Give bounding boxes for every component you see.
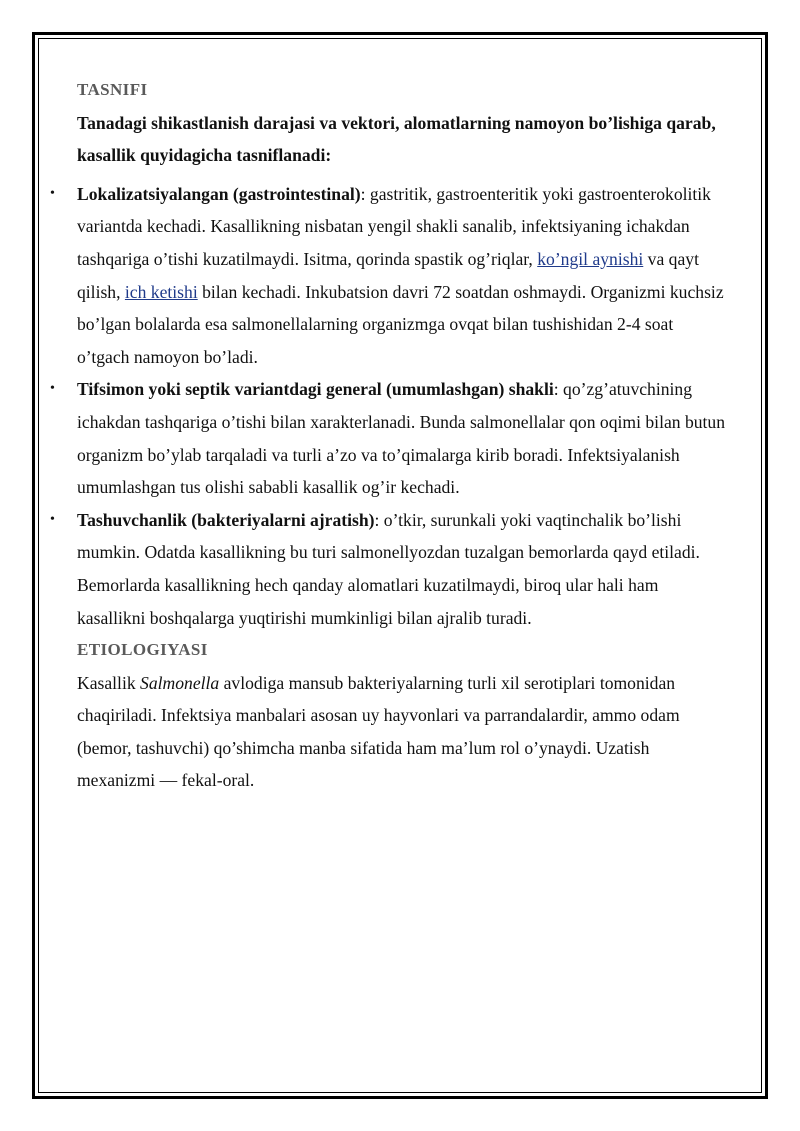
bullet-icon: •	[50, 185, 55, 201]
list-item-term: Tashuvchanlik (bakteriyalarni ajratish)	[77, 509, 375, 530]
list-item-text: : qo’zg’atuvchining ichakdan tashqariga o’tishi bilan xarakterlanadi. Bunda salmonellalar qon oqimi bilan butun organizm bo’ylab tarqaladi va turli a’zo va to’qimalarga kirib boradi. Infektsiyalanish umumlashgan tus olishi sababli kasallik og’ir kechadi.	[77, 379, 726, 498]
list-item-term: Lokalizatsiyalangan (gastrointestinal)	[77, 183, 361, 204]
list-item-text: : gastritik, gastroenteritik yoki gastroenterokolitik variantda kechadi. Kasallikning nisbatan yengil shakli sanalib, infektsiyaning ichakdan tashqariga o’tishi kuzatilmaydi. Isitma, qorinda spastik og’riqlar,	[77, 183, 711, 269]
list-item-text: bilan kechadi. Inkubatsion davri 72 soatdan oshmaydi. Organizmi kuchsiz bo’lgan bolalarda esa salmonellalarning organizmga ovqat bilan tushishidan 2-4 soat o’tgach namoyon bo’ladi.	[77, 281, 724, 367]
list-item-text: va qayt qilish,	[77, 248, 699, 302]
list-item-text: : o’tkir, surunkali yoki vaqtinchalik bo’lishi mumkin. Odatda kasallikning bu turi salmonellyozdan tuzalgan bemorlarda qayd etiladi. Bemorlarda kasallikning hech qanday alomatlari kuzatilmaydi, biroq ular hali ham kasallikni boshqalarga yuqtirishi mumkinligi bilan ajralib turadi.	[77, 509, 700, 628]
list-item	[50, 504, 727, 634]
link-diarrhea[interactable]: ich ketishi	[124, 281, 198, 302]
etiology-text: avlodiga mansub bakteriyalarning turli xil serotiplari tomonidan chaqiriladi. Infektsiya manbalari asosan uy hayvonlari va parrandalardir, ammo odam (bemor, tashuvchi) qo’shimcha manba sifatida ham ma’lum rol o’ynaydi. Uzatish mexanizmi — fekal-oral.	[77, 672, 680, 791]
etiology-paragraph	[77, 667, 727, 797]
link-nausea[interactable]: ko’ngil aynishi	[537, 248, 644, 269]
classification-list	[50, 178, 727, 634]
etiology-genus: Salmonella	[140, 672, 220, 693]
classification-heading: TASNIFI	[77, 80, 148, 99]
list-item	[50, 178, 727, 374]
etiology-text: Kasallik	[77, 672, 141, 693]
bullet-icon: •	[50, 381, 55, 397]
classification-intro: Tanadagi shikastlanish darajasi va vektori, alomatlarning namoyon bo’lishiga qarab, kasallik quyidagicha tasniflanadi:	[77, 112, 716, 166]
bullet-icon: •	[50, 511, 55, 527]
etiology-heading: ETIOLOGIYASI	[77, 640, 208, 660]
document-body	[50, 74, 727, 797]
list-item	[50, 373, 727, 503]
list-item-term: Tifsimon yoki septik variantdagi general (umumlashgan) shakli	[77, 379, 554, 400]
